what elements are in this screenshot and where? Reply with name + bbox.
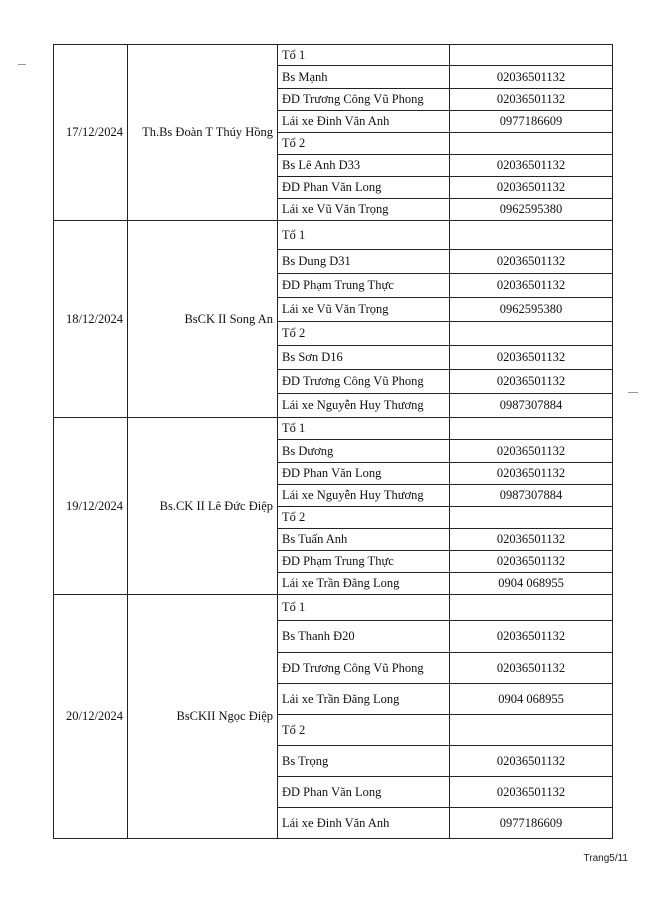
- role-cell: Bs Lê Anh D33: [278, 155, 450, 177]
- phone-cell: 02036501132: [450, 155, 613, 177]
- phone-cell: 0904 068955: [450, 684, 613, 715]
- role-cell: Tổ 2: [278, 322, 450, 346]
- phone-cell: 02036501132: [450, 746, 613, 777]
- role-cell: Lái xe Trần Đăng Long: [278, 684, 450, 715]
- phone-cell: 02036501132: [450, 274, 613, 298]
- phone-cell: [450, 322, 613, 346]
- role-cell: Bs Thanh Đ20: [278, 621, 450, 653]
- phone-cell: [450, 133, 613, 155]
- role-cell: Tổ 1: [278, 45, 450, 66]
- role-cell: Lái xe Trần Đăng Long: [278, 573, 450, 595]
- page-number: Trang5/11: [583, 853, 628, 864]
- phone-cell: 02036501132: [450, 250, 613, 274]
- role-cell: ĐD Phạm Trung Thực: [278, 551, 450, 573]
- phone-cell: 02036501132: [450, 66, 613, 89]
- role-cell: Bs Sơn D16: [278, 346, 450, 370]
- role-cell: Lái xe Nguyễn Huy Thương: [278, 394, 450, 418]
- phone-cell: [450, 507, 613, 529]
- role-cell: ĐD Trương Công Vũ Phong: [278, 370, 450, 394]
- phone-cell: 0987307884: [450, 485, 613, 507]
- phone-cell: 02036501132: [450, 463, 613, 485]
- phone-cell: 02036501132: [450, 551, 613, 573]
- phone-cell: [450, 595, 613, 621]
- doctor-cell: BsCKII Ngọc Điệp: [128, 595, 278, 839]
- role-cell: ĐD Phan Văn Long: [278, 777, 450, 808]
- phone-cell: 02036501132: [450, 89, 613, 111]
- phone-cell: 0904 068955: [450, 573, 613, 595]
- date-cell: 17/12/2024: [54, 45, 128, 221]
- role-cell: ĐD Phan Văn Long: [278, 463, 450, 485]
- role-cell: ĐD Trương Công Vũ Phong: [278, 89, 450, 111]
- doctor-cell: BsCK II Song An: [128, 221, 278, 418]
- role-cell: Bs Mạnh: [278, 66, 450, 89]
- role-cell: Tổ 1: [278, 221, 450, 250]
- phone-cell: 0977186609: [450, 808, 613, 839]
- role-cell: Lái xe Nguyễn Huy Thương: [278, 485, 450, 507]
- schedule-body: [54, 45, 613, 839]
- phone-cell: 02036501132: [450, 346, 613, 370]
- doctor-cell: Bs.CK II Lê Đức Điệp: [128, 418, 278, 595]
- phone-cell: 0962595380: [450, 199, 613, 221]
- phone-cell: 0977186609: [450, 111, 613, 133]
- role-cell: Lái xe Vũ Văn Trọng: [278, 199, 450, 221]
- role-cell: Tổ 2: [278, 133, 450, 155]
- scan-mark-left: [18, 64, 26, 65]
- date-cell: 20/12/2024: [54, 595, 128, 839]
- phone-cell: [450, 418, 613, 440]
- schedule-table: [53, 44, 613, 839]
- phone-cell: 02036501132: [450, 440, 613, 463]
- date-cell: 19/12/2024: [54, 418, 128, 595]
- role-cell: Tổ 1: [278, 418, 450, 440]
- role-cell: Bs Dung D31: [278, 250, 450, 274]
- role-cell: Lái xe Vũ Văn Trọng: [278, 298, 450, 322]
- doctor-cell: Th.Bs Đoàn T Thúy Hồng: [128, 45, 278, 221]
- role-cell: ĐD Phan Văn Long: [278, 177, 450, 199]
- role-cell: Tổ 2: [278, 507, 450, 529]
- role-cell: ĐD Trương Công Vũ Phong: [278, 653, 450, 684]
- role-cell: Tổ 2: [278, 715, 450, 746]
- phone-cell: 0987307884: [450, 394, 613, 418]
- scan-mark-right: [628, 392, 638, 393]
- phone-cell: [450, 221, 613, 250]
- phone-cell: 02036501132: [450, 370, 613, 394]
- phone-cell: [450, 715, 613, 746]
- phone-cell: 0962595380: [450, 298, 613, 322]
- phone-cell: 02036501132: [450, 621, 613, 653]
- table-row: [54, 595, 613, 621]
- role-cell: Lái xe Đinh Văn Anh: [278, 111, 450, 133]
- table-row: [54, 221, 613, 250]
- role-cell: Bs Dương: [278, 440, 450, 463]
- role-cell: Tổ 1: [278, 595, 450, 621]
- phone-cell: 02036501132: [450, 529, 613, 551]
- role-cell: Bs Trọng: [278, 746, 450, 777]
- table-row: [54, 418, 613, 440]
- phone-cell: 02036501132: [450, 777, 613, 808]
- date-cell: 18/12/2024: [54, 221, 128, 418]
- role-cell: Bs Tuấn Anh: [278, 529, 450, 551]
- role-cell: ĐD Phạm Trung Thực: [278, 274, 450, 298]
- phone-cell: 02036501132: [450, 177, 613, 199]
- phone-cell: 02036501132: [450, 653, 613, 684]
- table-row: [54, 45, 613, 66]
- phone-cell: [450, 45, 613, 66]
- role-cell: Lái xe Đinh Văn Anh: [278, 808, 450, 839]
